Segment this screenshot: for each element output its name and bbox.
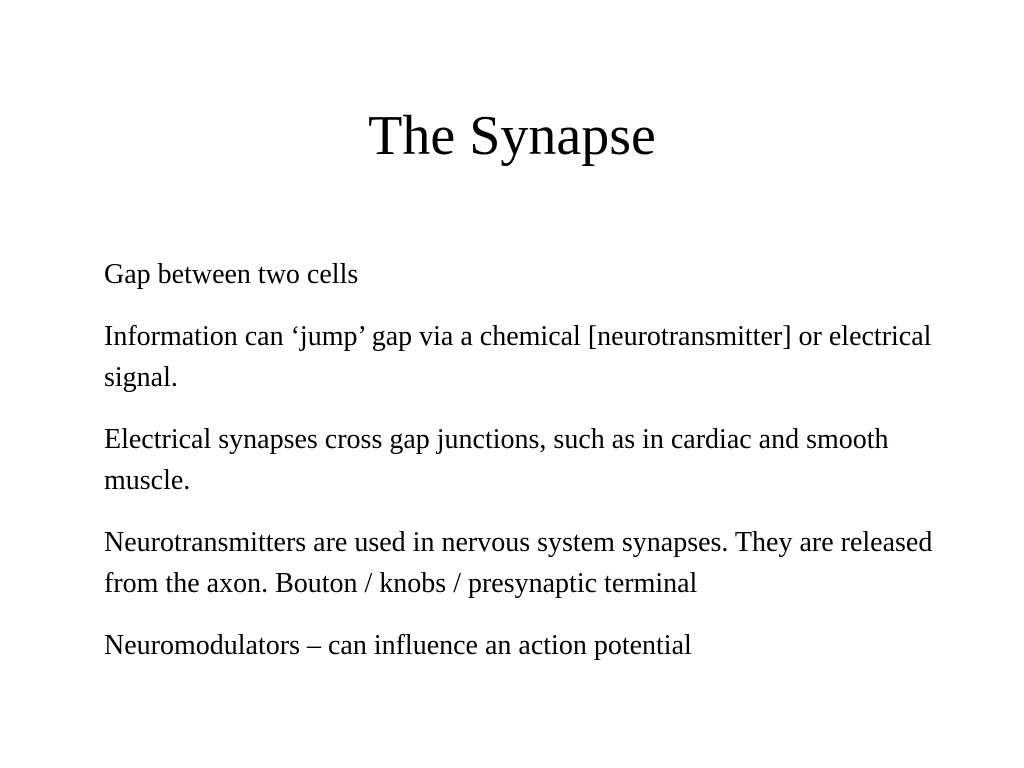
paragraph-information: Information can ‘jump’ gap via a chemical [neurotransmitter] or electrical signal. <box>104 321 932 393</box>
paragraph-gap: Gap between two cells <box>104 259 359 290</box>
paragraph-neuromodulators: Neuromodulators – can influence an action potential <box>104 630 692 661</box>
paragraph-neurotransmitters: Neurotransmitters are used in nervous system synapses. They are released from the axon. Bouton / knobs / presynaptic terminal <box>104 527 933 599</box>
slide-title: The Synapse <box>368 105 656 167</box>
paragraph-electrical-synapses: Electrical synapses cross gap junctions, such as in cardiac and smooth muscle. <box>104 424 889 496</box>
slide-body <box>104 254 974 687</box>
